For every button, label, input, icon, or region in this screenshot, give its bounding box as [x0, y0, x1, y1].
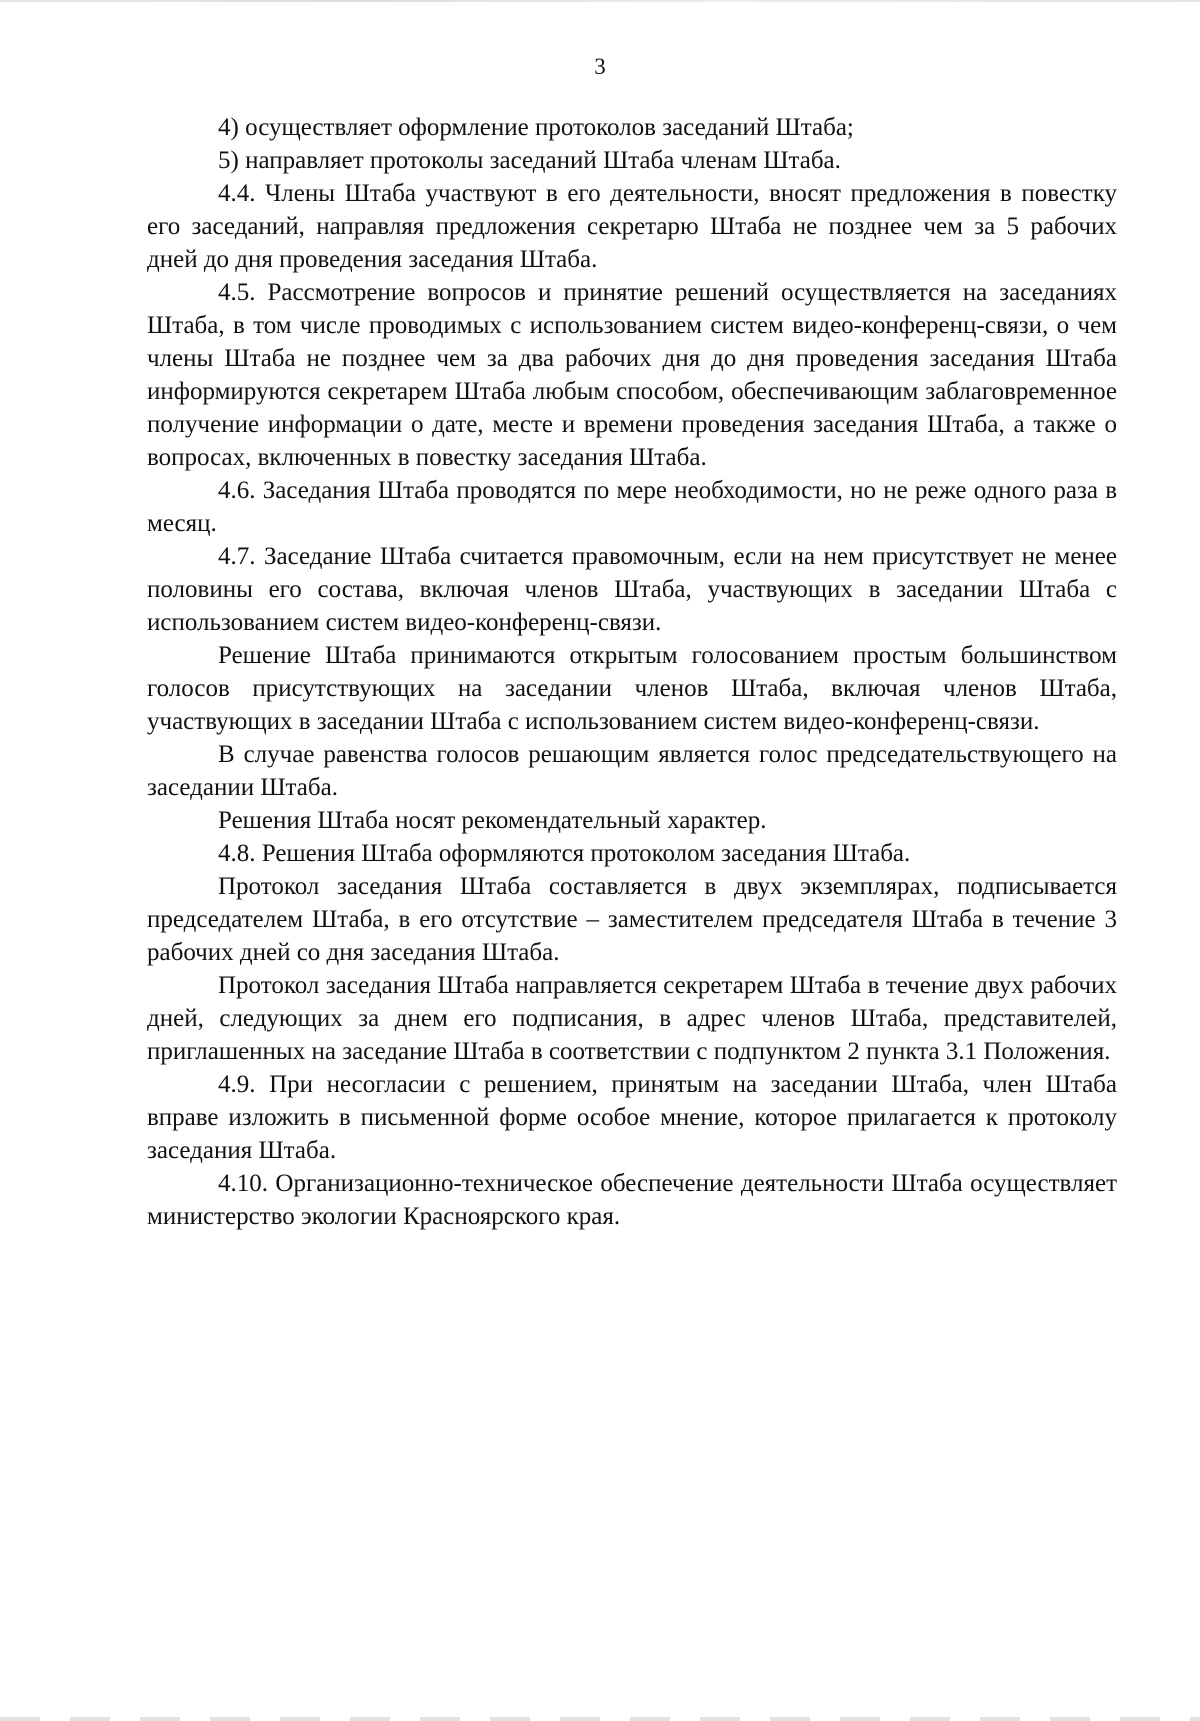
paragraph-4-8: 4.8. Решения Штаба оформляются протоколом заседания Штаба.	[218, 840, 911, 867]
paragraph-4-6: 4.6. Заседания Штаба проводятся по мере необходимости, но не реже одного раза в месяц.	[147, 477, 1117, 537]
paragraph-4-9: 4.9. При несогласии с решением, принятым на заседании Штаба, член Штаба вправе изложить в письменной форме особое мнение, которое прилагается к протоколу заседания Штаба.	[147, 1071, 1117, 1164]
paragraph-item-5: 5) направляет протоколы заседаний Штаба членам Штаба.	[218, 147, 841, 174]
paragraph-item-4: 4) осуществляет оформление протоколов заседаний Штаба;	[218, 114, 854, 141]
document-body	[147, 111, 1117, 1233]
paragraph-4-4: 4.4. Члены Штаба участвуют в его деятельности, вносят предложения в повестку его заседаний, направляя предложения секретарю Штаба не позднее чем за 5 рабочих дней до дня проведения заседания Штаба.	[147, 180, 1117, 273]
paragraph-4-7-advisory: Решения Штаба носят рекомендательный характер.	[218, 807, 767, 834]
scan-edge-top	[0, 0, 1200, 2]
paragraph-4-7: 4.7. Заседание Штаба считается правомочным, если на нем присутствует не менее половины его состава, включая членов Штаба, участвующих в заседании Штаба с использованием систем видео-конференц-связи.	[147, 543, 1117, 636]
paragraph-4-5: 4.5. Рассмотрение вопросов и принятие решений осуществляется на заседаниях Штаба, в том числе проводимых с использованием систем видео-конференц-связи, о чем члены Штаба не позднее чем за два рабочих дня до дня проведения заседания Штаба информируются секретарем Штаба любым способом, обеспечивающим заблаговременное получение информации о дате, месте и времени проведения заседания Штаба, а также о вопросах, включенных в повестку заседания Штаба.	[147, 279, 1117, 471]
paragraph-4-10: 4.10. Организационно-техническое обеспечение деятельности Штаба осуществляет министерство экологии Красноярского края.	[147, 1170, 1117, 1230]
paragraph-4-7-tie: В случае равенства голосов решающим является голос председательствующего на заседании Штаба.	[147, 741, 1117, 801]
scan-edge-bottom	[0, 1717, 1200, 1721]
paragraph-4-7-decision: Решение Штаба принимаются открытым голосованием простым большинством голосов присутствующих на заседании членов Штаба, включая членов Штаба, участвующих в заседании Штаба с использованием систем видео-конференц-связи.	[147, 642, 1117, 735]
paragraph-4-8-protocol-sending: Протокол заседания Штаба направляется секретарем Штаба в течение двух рабочих дней, следующих за днем его подписания, в адрес членов Штаба, представителей, приглашенных на заседание Штаба в соответствии с подпунктом 2 пункта 3.1 Положения.	[147, 972, 1117, 1065]
paragraph-4-8-protocol-signing: Протокол заседания Штаба составляется в двух экземплярах, подписывается председателем Штаба, в его отсутствие – заместителем председателя Штаба в течение 3 рабочих дней со дня заседания Штаба.	[147, 873, 1117, 966]
page-number: 3	[594, 54, 606, 79]
